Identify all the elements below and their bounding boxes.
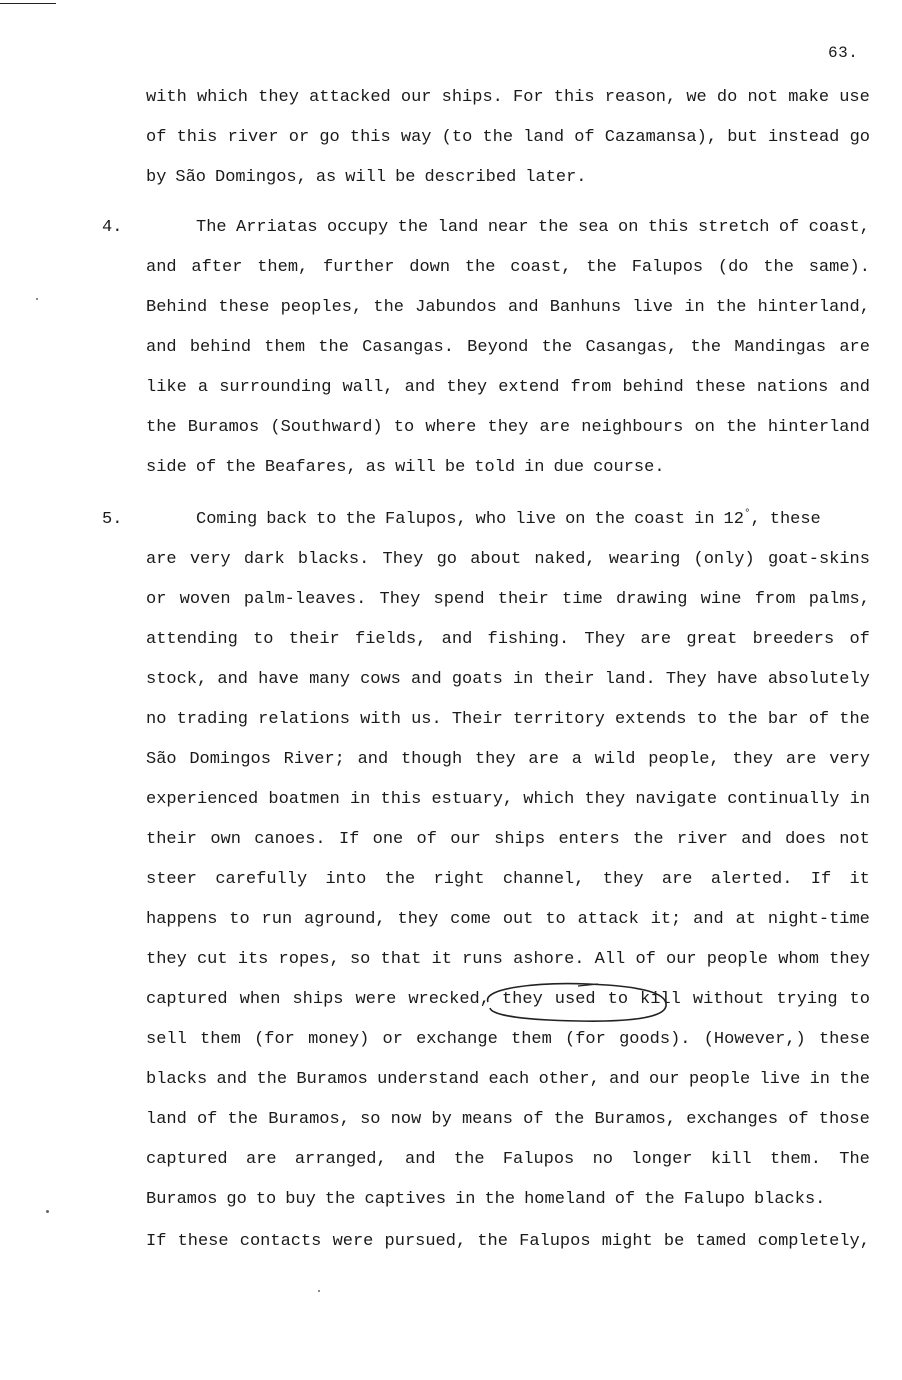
text-line: Behind these peoples, the Jabundos and Banhuns live in the hinterland, (146, 298, 870, 317)
text-line: The Arriatas occupy the land near the sea on this stretch of coast, (196, 218, 870, 237)
text-line: captured are arranged, and the Falupos no longer kill them. The (146, 1150, 870, 1169)
text-line: If these contacts were pursued, the Falupos might be tamed completely, (146, 1232, 870, 1251)
text-line: their own canoes. If one of our ships enters the river and does not (146, 830, 870, 849)
text-line: experienced boatmen in this estuary, which they navigate continually in (146, 790, 870, 809)
text-line: by São Domingos, as will be described later. (146, 168, 587, 187)
stray-mark (318, 1290, 320, 1292)
text-line: no trading relations with us. Their territory extends to the bar of the (146, 710, 870, 729)
text-line: and after them, further down the coast, the Falupos (do the same). (146, 258, 870, 277)
text-line: São Domingos River; and though they are a wild people, they are very (146, 750, 870, 769)
text-line: or woven palm-leaves. They spend their time drawing wine from palms, (146, 590, 870, 609)
text-line: blacks and the Buramos understand each other, and our people live in the (146, 1070, 870, 1089)
text-line: captured when ships were wrecked, they used to kill without trying to (146, 990, 870, 1009)
page-number: 63. (828, 44, 859, 62)
text-line: of this river or go this way (to the land of Cazamansa), but instead go (146, 128, 870, 147)
text-line: happens to run aground, they come out to attack it; and at night-time (146, 910, 870, 929)
stray-mark (46, 1210, 49, 1213)
text-line: they cut its ropes, so that it runs ashore. All of our people whom they (146, 950, 870, 969)
paragraph-number: 4. (102, 218, 123, 237)
text-line: sell them (for money) or exchange them (for goods). (However,) these (146, 1030, 870, 1049)
text-line: stock, and have many cows and goats in their land. They have absolutely (146, 670, 870, 689)
text-line: steer carefully into the right channel, they are alerted. If it (146, 870, 870, 889)
paragraph-number: 5. (102, 510, 123, 529)
top-edge-rule (0, 3, 56, 4)
text-line: are very dark blacks. They go about naked, wearing (only) goat-skins (146, 550, 870, 569)
text-line: the Buramos (Southward) to where they are neighbours on the hinterland (146, 418, 870, 437)
text-line: with which they attacked our ships. For this reason, we do not make use (146, 88, 870, 107)
text-line: Buramos go to buy the captives in the homeland of the Falupo blacks. (146, 1190, 826, 1209)
stray-mark (36, 298, 38, 300)
text-line: land of the Buramos, so now by means of the Buramos, exchanges of those (146, 1110, 870, 1129)
text-line: side of the Beafares, as will be told in due course. (146, 458, 665, 477)
text-line: attending to their fields, and fishing. They are great breeders of (146, 630, 870, 649)
text-line: Coming back to the Falupos, who live on the coast in 12°, these (196, 508, 821, 529)
text-line: and behind them the Casangas. Beyond the Casangas, the Mandingas are (146, 338, 870, 357)
text-line: like a surrounding wall, and they extend from behind these nations and (146, 378, 870, 397)
